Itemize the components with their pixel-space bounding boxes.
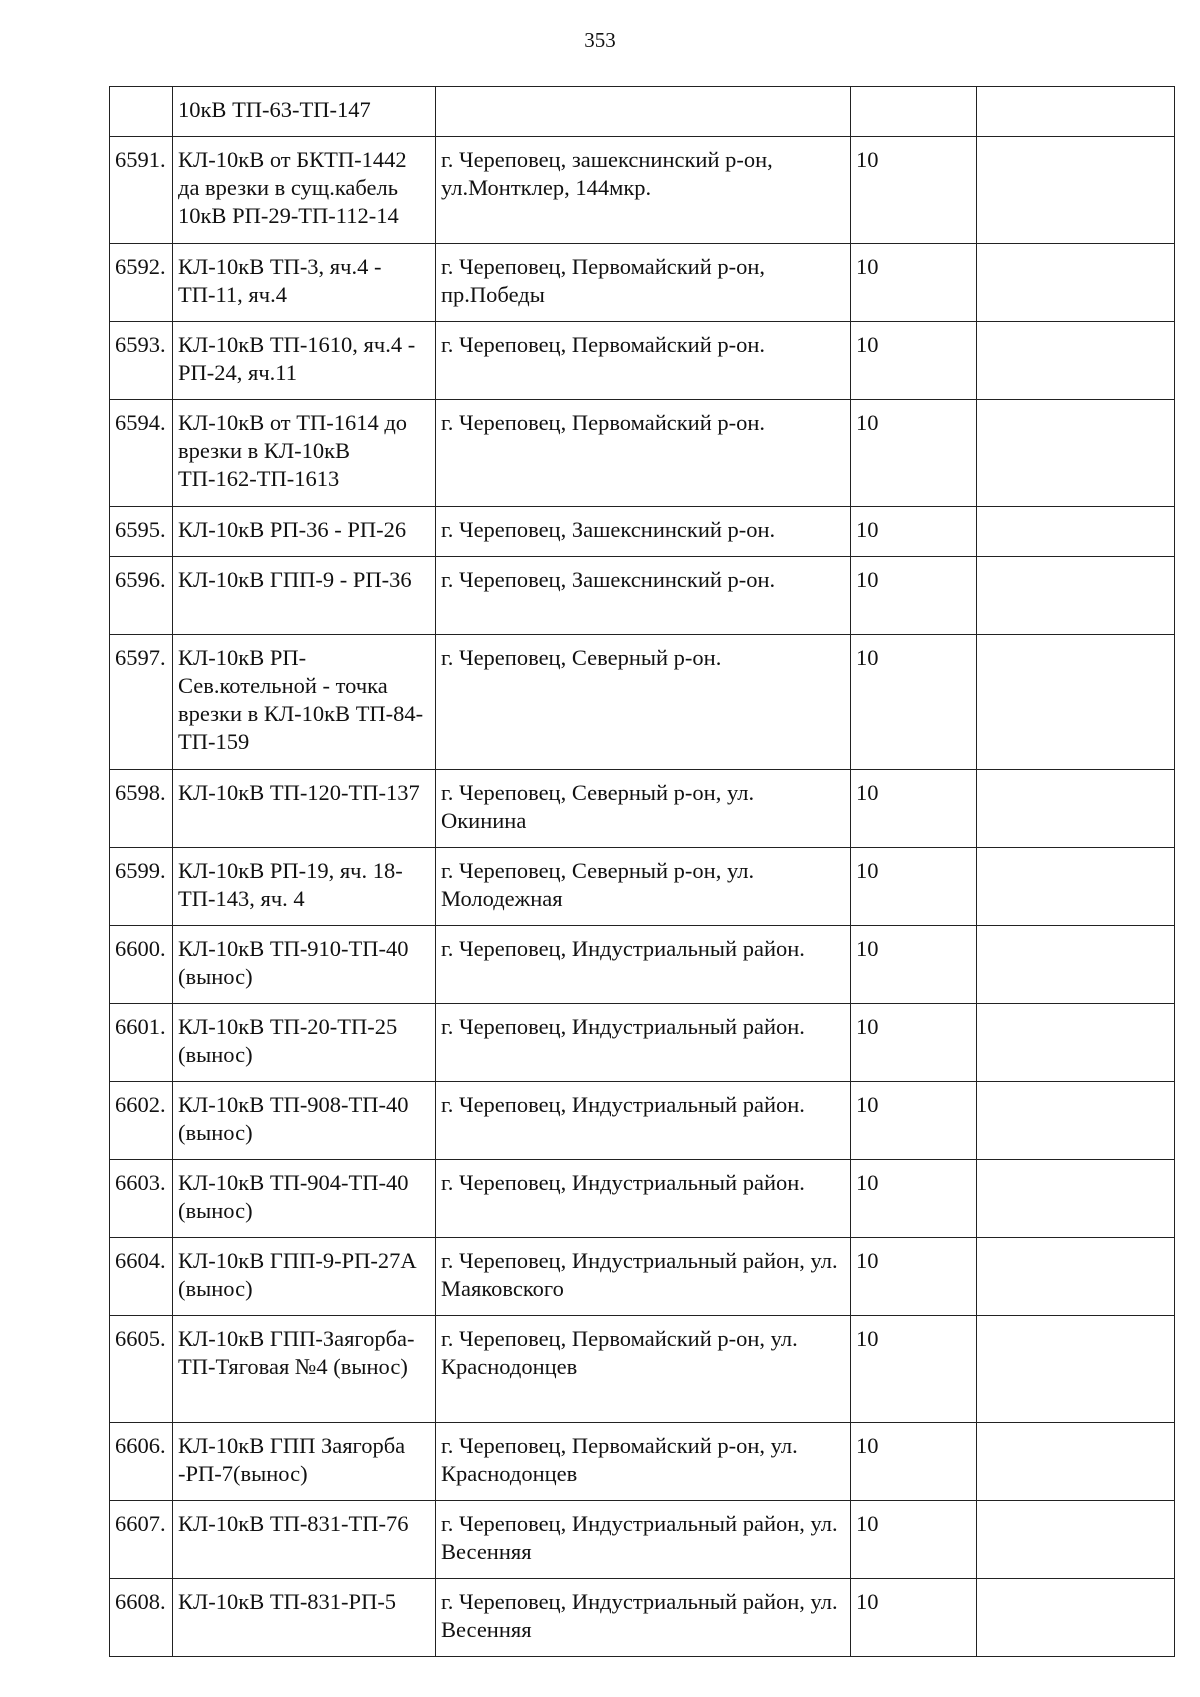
line-extra bbox=[977, 87, 1175, 137]
line-address: г. Череповец, Индустриальный район, ул. Весенняя bbox=[436, 1579, 851, 1657]
row-number: 6601. bbox=[110, 1004, 173, 1082]
line-address bbox=[436, 87, 851, 137]
row-number: 6600. bbox=[110, 926, 173, 1004]
line-extra bbox=[977, 1004, 1175, 1082]
row-number: 6594. bbox=[110, 400, 173, 507]
line-voltage: 10 bbox=[851, 1082, 977, 1160]
line-extra bbox=[977, 848, 1175, 926]
table-row bbox=[110, 1316, 1175, 1423]
line-address: г. Череповец, Первомайский р-он. bbox=[436, 400, 851, 507]
line-name: КЛ-10кВ РП-19, яч. 18-ТП-143, яч. 4 bbox=[173, 848, 436, 926]
line-name: КЛ-10кВ ГПП-9 - РП-36 bbox=[173, 557, 436, 635]
line-address: г. Череповец, Первомайский р-он, пр.Победы bbox=[436, 244, 851, 322]
line-voltage: 10 bbox=[851, 507, 977, 557]
line-address: г. Череповец, Первомайский р-он, ул. Краснодонцев bbox=[436, 1316, 851, 1423]
line-name: КЛ-10кВ ТП-20-ТП-25 (вынос) bbox=[173, 1004, 436, 1082]
line-name: КЛ-10кВ ГПП-Заягорба-ТП-Тяговая №4 (вынос) bbox=[173, 1316, 436, 1423]
line-address: г. Череповец, Индустриальный район. bbox=[436, 1004, 851, 1082]
line-extra bbox=[977, 770, 1175, 848]
table-row bbox=[110, 1501, 1175, 1579]
row-number: 6602. bbox=[110, 1082, 173, 1160]
row-number: 6607. bbox=[110, 1501, 173, 1579]
table-row bbox=[110, 322, 1175, 400]
table-row bbox=[110, 507, 1175, 557]
line-name: 10кВ ТП-63-ТП-147 bbox=[173, 87, 436, 137]
row-number: 6592. bbox=[110, 244, 173, 322]
line-address: г. Череповец, Индустриальный район. bbox=[436, 1160, 851, 1238]
line-name: КЛ-10кВ ТП-904-ТП-40 (вынос) bbox=[173, 1160, 436, 1238]
row-number: 6606. bbox=[110, 1423, 173, 1501]
row-number: 6596. bbox=[110, 557, 173, 635]
row-number: 6605. bbox=[110, 1316, 173, 1423]
line-address: г. Череповец, Северный р-он, ул. Окинина bbox=[436, 770, 851, 848]
line-extra bbox=[977, 507, 1175, 557]
line-extra bbox=[977, 635, 1175, 770]
line-name: КЛ-10кВ РП-Сев.котельной - точка врезки в КЛ-10кВ ТП-84-ТП-159 bbox=[173, 635, 436, 770]
row-number: 6593. bbox=[110, 322, 173, 400]
line-voltage: 10 bbox=[851, 1160, 977, 1238]
line-voltage: 10 bbox=[851, 244, 977, 322]
line-voltage bbox=[851, 87, 977, 137]
line-extra bbox=[977, 1316, 1175, 1423]
line-address: г. Череповец, Индустриальный район, ул. Весенняя bbox=[436, 1501, 851, 1579]
table-row bbox=[110, 1579, 1175, 1657]
line-name: КЛ-10кВ от БКТП-1442 да врезки в сущ.кабель 10кВ РП-29-ТП-112-14 bbox=[173, 137, 436, 244]
row-number: 6608. bbox=[110, 1579, 173, 1657]
row-number: 6603. bbox=[110, 1160, 173, 1238]
table-row bbox=[110, 400, 1175, 507]
line-name: КЛ-10кВ РП-36 - РП-26 bbox=[173, 507, 436, 557]
table-row bbox=[110, 635, 1175, 770]
page-number: 353 bbox=[584, 28, 616, 52]
line-extra bbox=[977, 137, 1175, 244]
line-name: КЛ-10кВ от ТП-1614 до врезки в КЛ-10кВ ТП-162-ТП-1613 bbox=[173, 400, 436, 507]
line-address: г. Череповец, Зашекснинский р-он. bbox=[436, 557, 851, 635]
table-row bbox=[110, 1004, 1175, 1082]
line-extra bbox=[977, 1238, 1175, 1316]
line-voltage: 10 bbox=[851, 1501, 977, 1579]
line-voltage: 10 bbox=[851, 1579, 977, 1657]
line-extra bbox=[977, 926, 1175, 1004]
line-name: КЛ-10кВ ТП-910-ТП-40 (вынос) bbox=[173, 926, 436, 1004]
line-voltage: 10 bbox=[851, 322, 977, 400]
row-number: 6598. bbox=[110, 770, 173, 848]
table-row bbox=[110, 1082, 1175, 1160]
line-voltage: 10 bbox=[851, 770, 977, 848]
line-address: г. Череповец, Индустриальный район. bbox=[436, 926, 851, 1004]
line-extra bbox=[977, 322, 1175, 400]
line-voltage: 10 bbox=[851, 635, 977, 770]
line-voltage: 10 bbox=[851, 400, 977, 507]
table-row bbox=[110, 557, 1175, 635]
row-number: 6591. bbox=[110, 137, 173, 244]
line-name: КЛ-10кВ ТП-3, яч.4 - ТП-11, яч.4 bbox=[173, 244, 436, 322]
line-name: КЛ-10кВ ГПП Заягорба -РП-7(вынос) bbox=[173, 1423, 436, 1501]
line-extra bbox=[977, 244, 1175, 322]
line-extra bbox=[977, 1160, 1175, 1238]
line-extra bbox=[977, 1501, 1175, 1579]
line-extra bbox=[977, 400, 1175, 507]
line-name: КЛ-10кВ ТП-908-ТП-40 (вынос) bbox=[173, 1082, 436, 1160]
row-number: 6599. bbox=[110, 848, 173, 926]
table-row bbox=[110, 1160, 1175, 1238]
line-name: КЛ-10кВ ГПП-9-РП-27А (вынос) bbox=[173, 1238, 436, 1316]
table-row bbox=[110, 87, 1175, 137]
table-row bbox=[110, 1238, 1175, 1316]
line-address: г. Череповец, Северный р-он. bbox=[436, 635, 851, 770]
line-extra bbox=[977, 1082, 1175, 1160]
line-extra bbox=[977, 1423, 1175, 1501]
table-row bbox=[110, 1423, 1175, 1501]
line-address: г. Череповец, Первомайский р-он, ул. Краснодонцев bbox=[436, 1423, 851, 1501]
line-address: г. Череповец, Северный р-он, ул. Молодежная bbox=[436, 848, 851, 926]
line-voltage: 10 bbox=[851, 1004, 977, 1082]
line-address: г. Череповец, Зашекснинский р-он. bbox=[436, 507, 851, 557]
line-extra bbox=[977, 557, 1175, 635]
line-voltage: 10 bbox=[851, 137, 977, 244]
registry-table bbox=[109, 86, 1175, 1657]
line-name: КЛ-10кВ ТП-831-ТП-76 bbox=[173, 1501, 436, 1579]
line-name: КЛ-10кВ ТП-831-РП-5 bbox=[173, 1579, 436, 1657]
row-number bbox=[110, 87, 173, 137]
line-voltage: 10 bbox=[851, 1316, 977, 1423]
line-extra bbox=[977, 1579, 1175, 1657]
line-name: КЛ-10кВ ТП-120-ТП-137 bbox=[173, 770, 436, 848]
line-voltage: 10 bbox=[851, 926, 977, 1004]
line-address: г. Череповец, зашекснинский р-он, ул.Монтклер, 144мкр. bbox=[436, 137, 851, 244]
line-address: г. Череповец, Индустриальный район. bbox=[436, 1082, 851, 1160]
line-address: г. Череповец, Первомайский р-он. bbox=[436, 322, 851, 400]
line-voltage: 10 bbox=[851, 1238, 977, 1316]
line-voltage: 10 bbox=[851, 848, 977, 926]
row-number: 6595. bbox=[110, 507, 173, 557]
table-row bbox=[110, 244, 1175, 322]
line-voltage: 10 bbox=[851, 1423, 977, 1501]
row-number: 6604. bbox=[110, 1238, 173, 1316]
table-row bbox=[110, 926, 1175, 1004]
line-voltage: 10 bbox=[851, 557, 977, 635]
line-name: КЛ-10кВ ТП-1610, яч.4 - РП-24, яч.11 bbox=[173, 322, 436, 400]
line-address: г. Череповец, Индустриальный район, ул. Маяковского bbox=[436, 1238, 851, 1316]
table-row bbox=[110, 848, 1175, 926]
row-number: 6597. bbox=[110, 635, 173, 770]
table-row bbox=[110, 137, 1175, 244]
table-row bbox=[110, 770, 1175, 848]
